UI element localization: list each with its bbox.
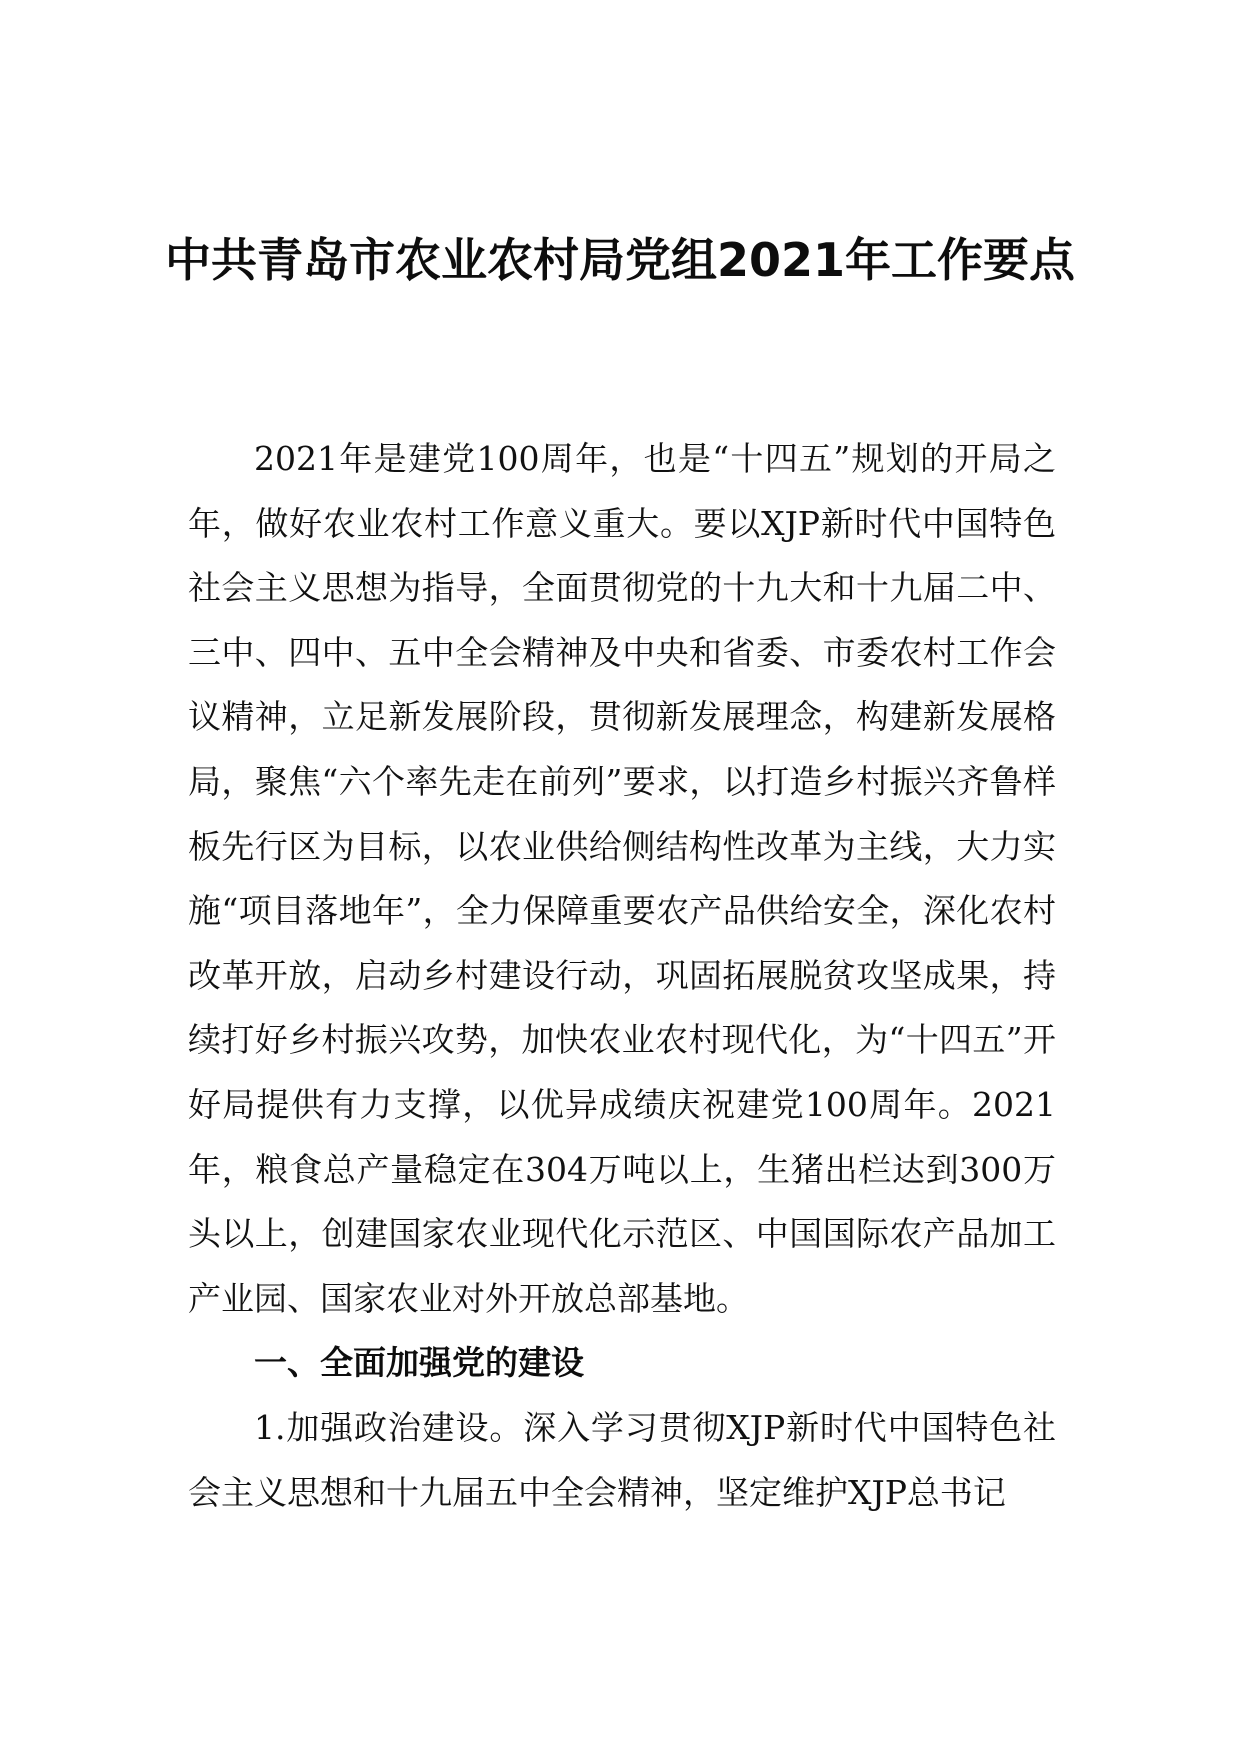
intro-paragraph: 2021年是建党100周年，也是“十四五”规划的开局之年，做好农业农村工作意义重大。要以XJP新时代中国特色社会主义思想为指导，全面贯彻党的十九大和十九届二中、三中、四中、五中全会精神及中央和省委、市委农村工作会议精神，立足新发展阶段，贯彻新发展理念，构建新发展格局，聚焦“六个率先走在前列”要求，以打造乡村振兴齐鲁样板先行区为目标，以农业供给侧结构性改革为主线，大力实施“项目落地年”，全力保障重要农产品供给安全，深化农村改革开放，启动乡村建设行动，巩固拓展脱贫攻坚成果，持续打好乡村振兴攻势，加快农业农村现代化，为“十四五”开好局提供有力支撑，以优异成绩庆祝建党100周年。2021年，粮食总产量稳定在304万吨以上，生猪出栏达到300万头以上，创建国家农业现代化示范区、中国国际农产品加工产业园、国家农业对外开放总部基地。 (188, 439, 1056, 1318)
document-title: 中共青岛市农业农村局党组2021年工作要点 (164, 233, 1076, 287)
item-1-paragraph: 1.加强政治建设。深入学习贯彻XJP新时代中国特色社会主义思想和十九届五中全会精神，坚定维护XJP总书记 (188, 1407, 1056, 1512)
document-body (188, 427, 1056, 1525)
section-heading-party-building: 一、全面加强党的建设 (254, 1343, 584, 1383)
